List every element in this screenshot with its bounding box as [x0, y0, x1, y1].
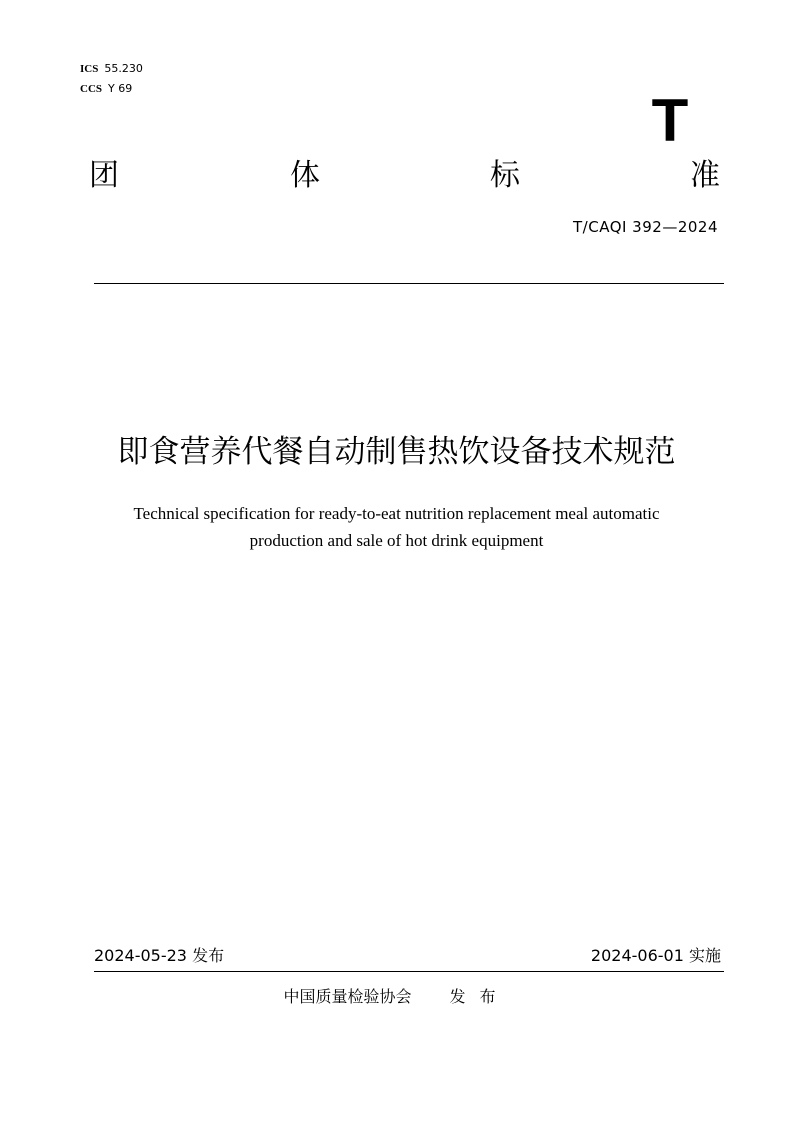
title-english	[80, 500, 713, 554]
issuer-action: 发布	[449, 987, 510, 1006]
title-english-line-2: production and sale of hot drink equipment	[249, 531, 544, 550]
ics-code	[80, 62, 143, 76]
standard-type-char-4: 准	[690, 158, 720, 193]
ccs-code	[80, 82, 132, 96]
ics-value: 55.230	[104, 62, 143, 75]
title-chinese: 即食营养代餐自动制售热饮设备技术规范	[117, 434, 676, 470]
title-english-line-1: Technical specification for ready-to-eat nutrition replacement meal automatic	[133, 504, 660, 523]
standard-type-char-3: 标	[490, 158, 520, 193]
issuer-name: 中国质量检验协会	[283, 987, 412, 1006]
issuer-line	[0, 985, 793, 1009]
ics-label: ICS	[80, 63, 99, 75]
header-divider	[94, 283, 724, 284]
standard-type-mark: T	[651, 87, 689, 154]
standard-type-char-1: 团	[89, 158, 119, 193]
ccs-value: Y 69	[108, 82, 133, 95]
effective-date: 2024-06-01 实施	[590, 946, 721, 965]
footer-divider	[94, 971, 724, 972]
ccs-label: CCS	[80, 83, 103, 95]
standard-type-char-2: 体	[290, 158, 320, 193]
publish-date: 2024-05-23 发布	[94, 946, 225, 965]
standard-number: T/CAQI 392—2024	[573, 218, 718, 236]
